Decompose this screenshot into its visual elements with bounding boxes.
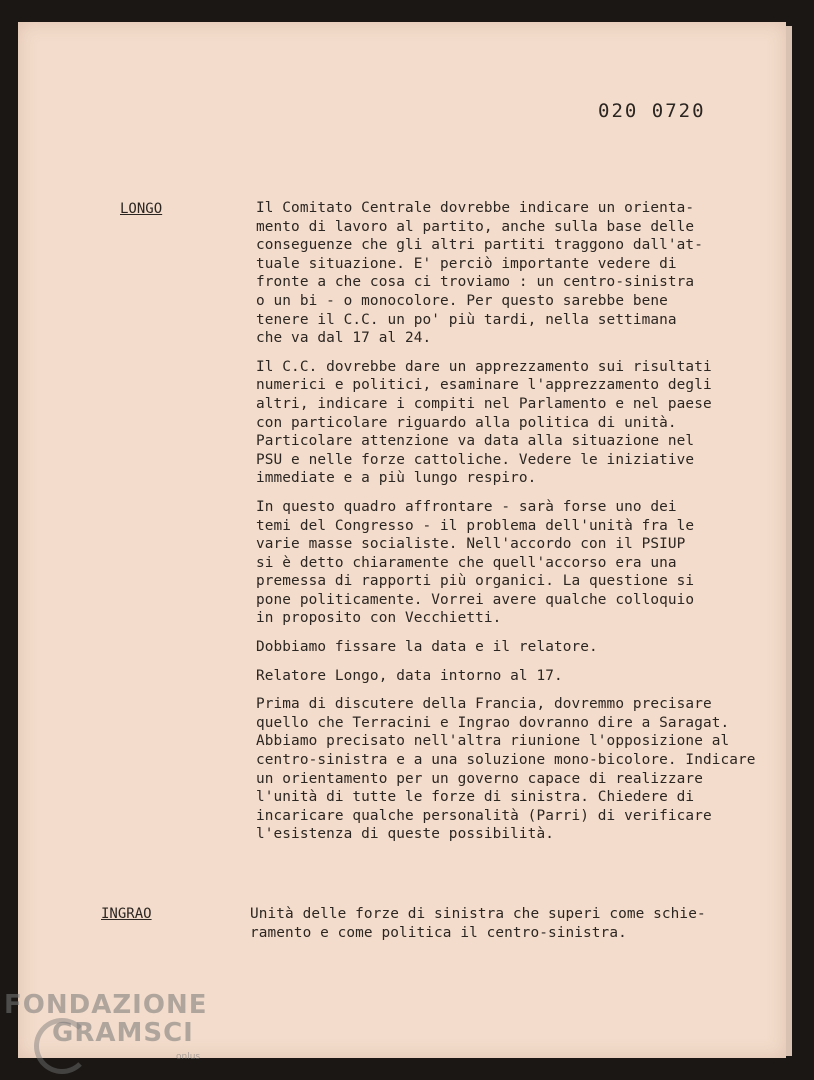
ingrao-statement (250, 905, 770, 952)
paragraph: Dobbiamo fissare la data e il relatore. (256, 639, 598, 656)
watermark-line-2: GRAMSCI (52, 1018, 194, 1048)
paragraph: Unità delle forze di sinistra che superi come schie- ramento e come politica il centro-sinistra. (250, 906, 706, 941)
watermark-line-3: onlus (176, 1052, 201, 1062)
paragraph: In questo quadro affrontare - sarà forse uno dei temi del Congresso - il problema dell'unità fra le varie masse socialiste. Nell'accordo con il PSIUP si è detto chiaramente che quell'accorso era una premessa di rapporti più organici. La questione si pone politicamente. Vorrei avere qualche colloquio in proposito con Vecchietti. (256, 498, 695, 627)
paragraph: Il Comitato Centrale dovrebbe indicare un orienta- mento di lavoro al partito, anche sulla base delle conseguenze che gli altri partiti traggono dall'at- tuale situazione. E' perciò importante vedere di fronte a che cosa ci troviamo : un centro-sinistra o un bi - o monocolore. Per questo sarebbe bene tenere il C.C. un po' più tardi, nella settimana che va dal 17 al 24. (256, 200, 703, 347)
paragraph: Relatore Longo, data intorno al 17. (256, 667, 563, 684)
watermark-logo-icon (34, 1018, 90, 1074)
fondazione-gramsci-watermark (4, 990, 208, 1062)
paragraph: Prima di discutere della Francia, dovremmo precisare quello che Terracini e Ingrao dovranno dire a Saragat. Abbiamo precisato nell'altra riunione l'opposizione al centro-sinistra e a una soluzione mono-bicolore. Indicare un orientamento per un governo capace di realizzare l'unità di tutte le forze di sinistra. Chiedere di incaricare qualche personalità (Parri) di verificare l'esistenza di queste possibilità. (256, 696, 756, 843)
paragraph: Il C.C. dovrebbe dare un apprezzamento sui risultati numerici e politici, esaminare l'apprezzamento degli altri, indicare i compiti nel Parlamento e nel paese con particolare riguardo alla politica di unità. Particolare attenzione va data alla situazione nel PSU e nelle forze cattoliche. Vedere le iniziative immediate e a più lungo respiro. (256, 358, 712, 487)
watermark-line-1: FONDAZIONE (4, 990, 208, 1020)
speaker-label-ingrao: INGRAO (101, 906, 152, 922)
document-number: 020 0720 (598, 100, 706, 122)
longo-statement (256, 199, 796, 854)
speaker-label-longo: LONGO (120, 201, 163, 217)
